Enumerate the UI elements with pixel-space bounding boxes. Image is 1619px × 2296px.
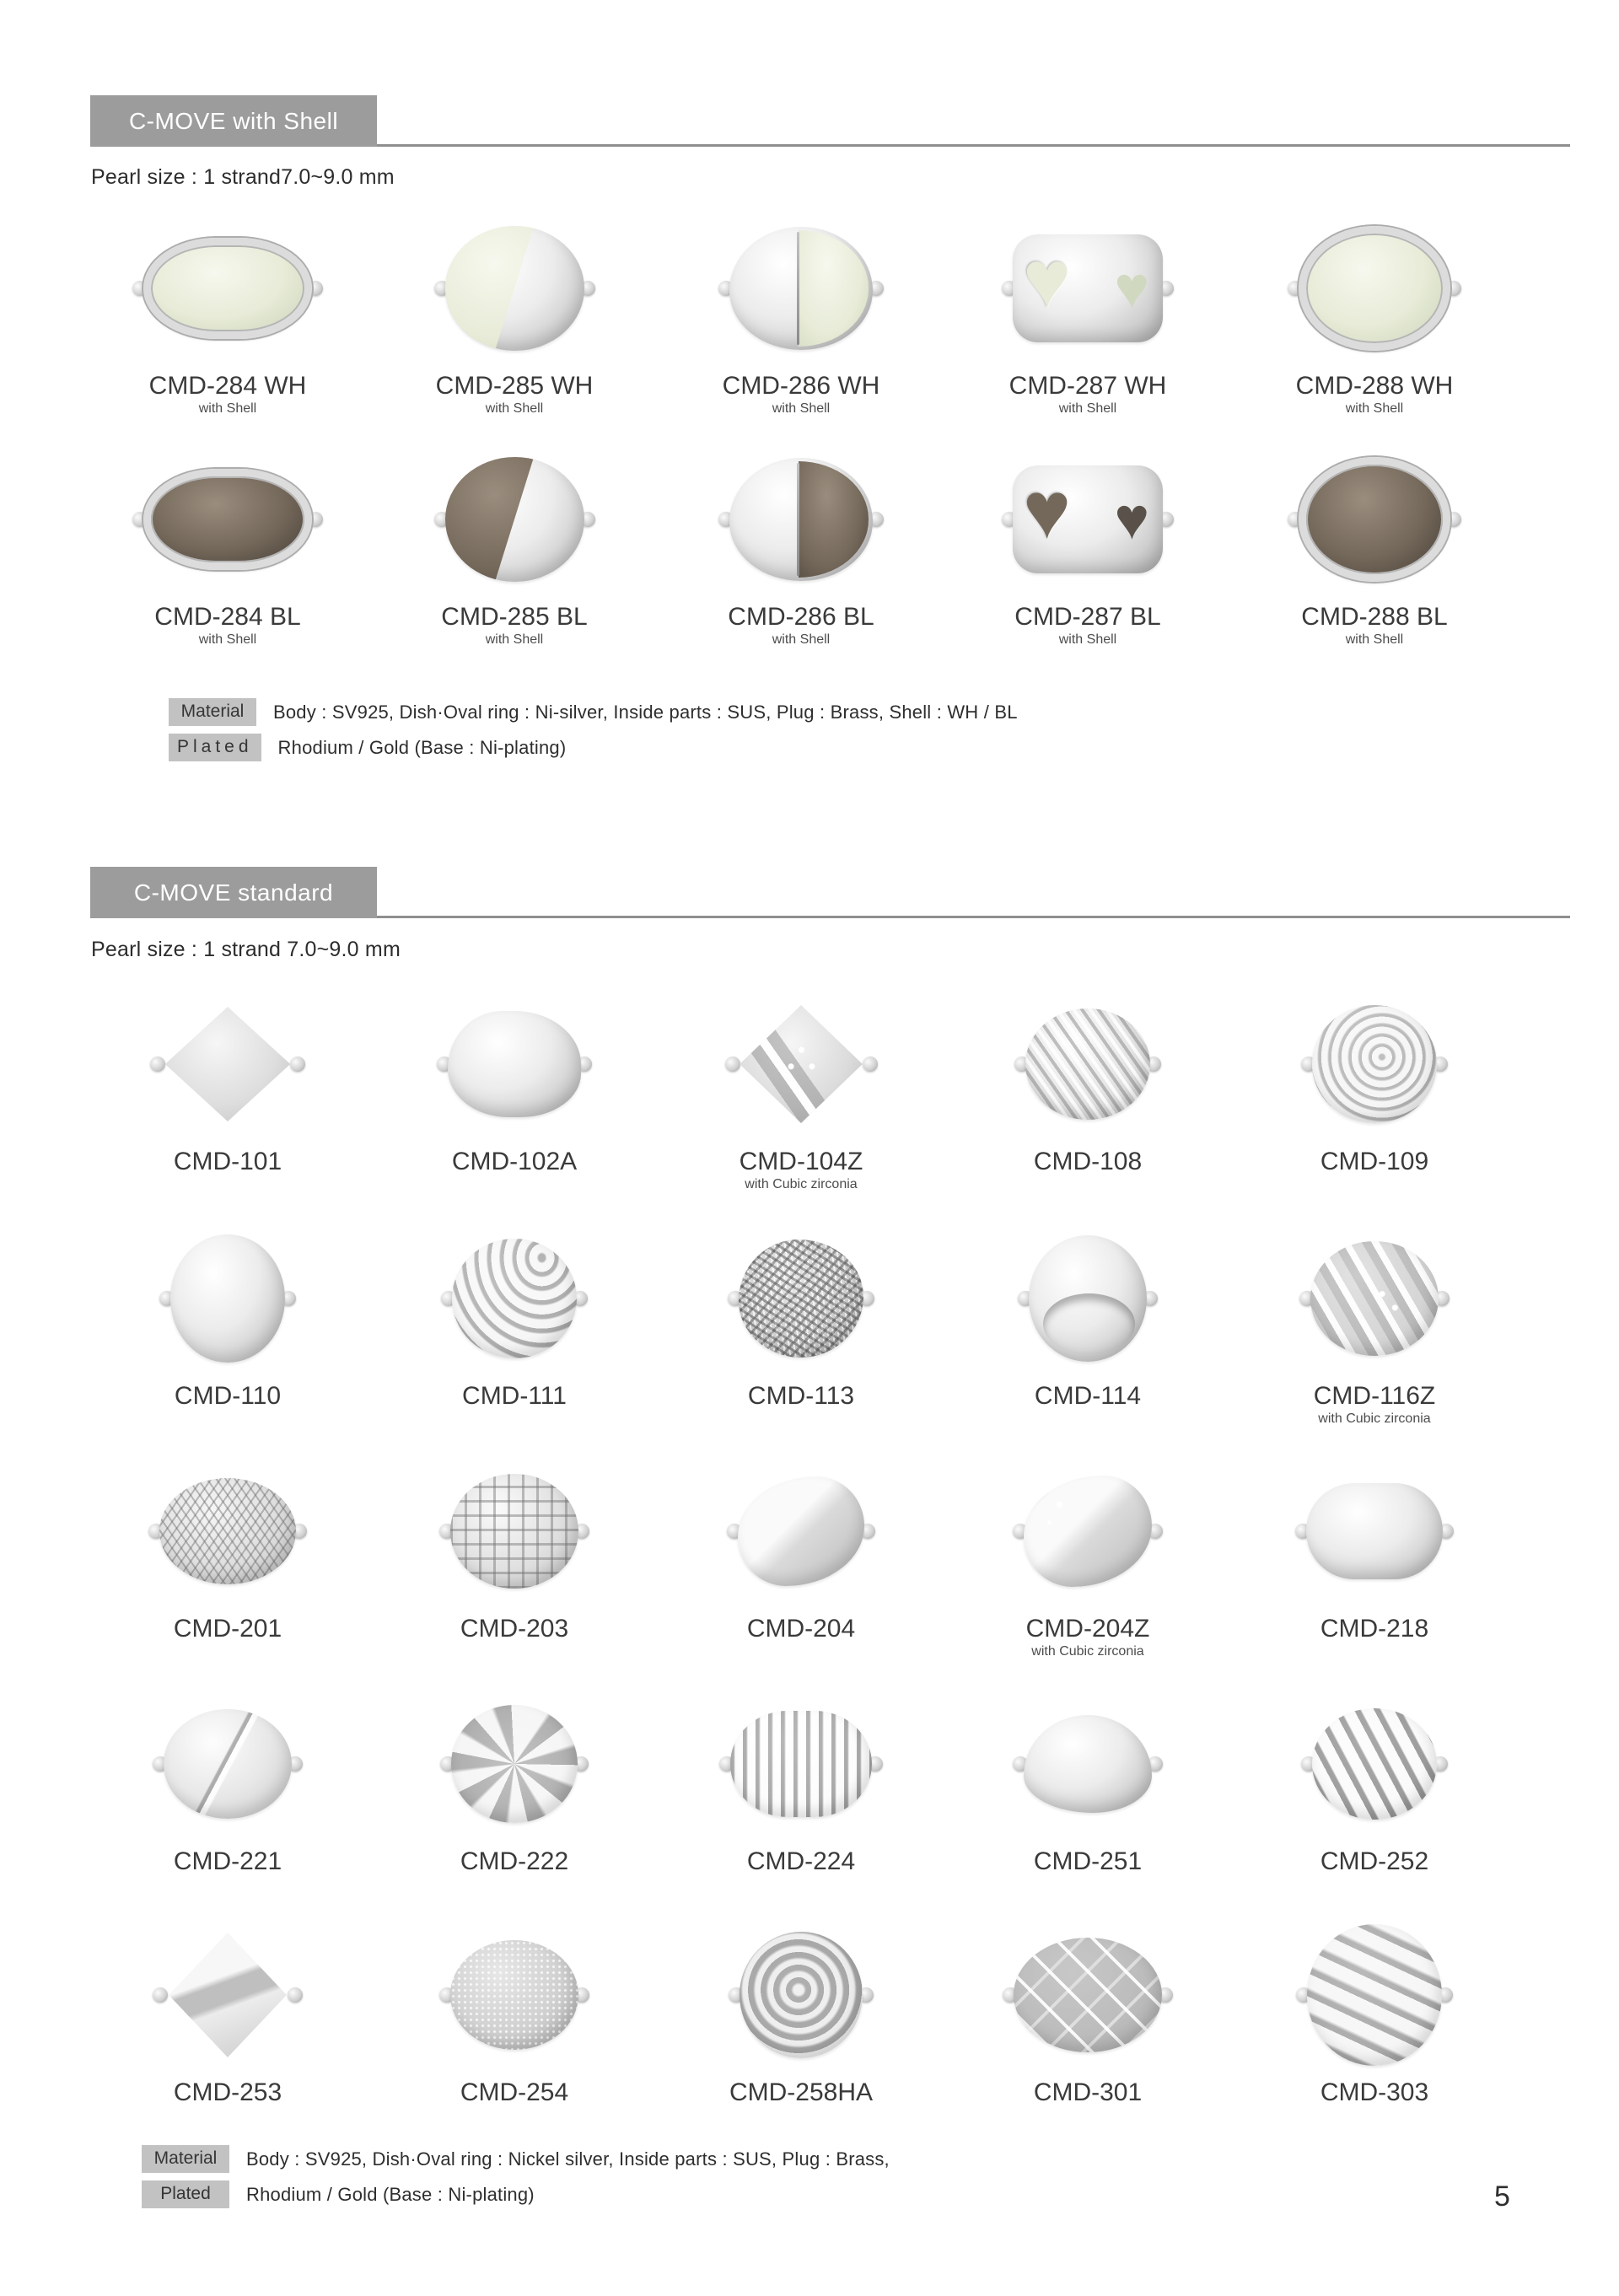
clasp-body-icon: [738, 1476, 864, 1586]
clasp-loop-icon: [290, 1057, 305, 1072]
product-card: [84, 1916, 371, 2125]
clasp-body-icon: [1299, 226, 1450, 351]
clasp-body-icon: [729, 458, 873, 581]
clasp-image-cmd253: [157, 1916, 299, 2074]
clasp-image-cmd201: [153, 1452, 303, 1610]
clasp-image-cmd284bl: [137, 440, 319, 599]
clasp-body-icon: [164, 1709, 292, 1819]
product-code: CMD-288 BL: [1301, 603, 1448, 631]
product-note: with Cubic zirconia: [1031, 1644, 1144, 1659]
clasp-body-icon: [143, 238, 312, 339]
material-note-shell: [169, 698, 1018, 769]
product-code: CMD-253: [173, 2078, 282, 2106]
clasp-image-cmd218: [1299, 1452, 1450, 1610]
product-card: [944, 1219, 1231, 1428]
clasp-body-icon: [1024, 1476, 1152, 1587]
clasp-image-cmd101: [154, 985, 301, 1143]
clasp-image-cmd108: [1019, 985, 1157, 1143]
section-header-shell: [90, 95, 1570, 147]
product-code: CMD-287 WH: [1009, 372, 1167, 400]
clasp-image-cmd303: [1300, 1916, 1449, 2074]
product-row-standard-3: [84, 1452, 1518, 1661]
product-row-shell-white: [84, 209, 1518, 418]
product-card: [1231, 1685, 1518, 1894]
clasp-image-cmd221: [157, 1685, 299, 1843]
product-note: with Shell: [1345, 401, 1404, 416]
clasp-image-cmd104z: [729, 985, 874, 1143]
product-note: with Shell: [485, 632, 544, 647]
product-code: CMD-285 BL: [441, 603, 588, 631]
product-card: [658, 1685, 944, 1894]
product-card: [1231, 440, 1518, 649]
clasp-body-icon: [451, 1705, 578, 1823]
product-code: CMD-286 WH: [722, 372, 880, 400]
clasp-body-icon: [740, 1932, 863, 2058]
product-card: [944, 1685, 1231, 1894]
plated-text: Rhodium / Gold (Base : Ni-plating): [246, 2184, 535, 2205]
clasp-image-cmd203: [444, 1452, 585, 1610]
product-code: CMD-104Z: [739, 1148, 863, 1175]
product-card: [1231, 1452, 1518, 1661]
product-row-standard-1: [84, 985, 1518, 1194]
clasp-body-icon: [170, 1234, 285, 1363]
product-note: with Shell: [772, 632, 831, 647]
plated-label-chip: Plated: [169, 734, 261, 761]
clasp-body-icon: [450, 1474, 578, 1589]
clasp-body-icon: [736, 1005, 867, 1123]
clasp-body-icon: [730, 1711, 872, 1817]
product-code: CMD-252: [1320, 1847, 1429, 1875]
clasp-body-icon: [1312, 1708, 1437, 1820]
product-note: with Cubic zirconia: [1318, 1411, 1431, 1426]
clasp-image-cmd224: [723, 1685, 879, 1843]
clasp-image-cmd301: [1007, 1916, 1169, 2074]
clasp-body-icon: [1306, 1483, 1443, 1579]
material-label-chip: Material: [169, 698, 256, 726]
clasp-loop-icon: [153, 1987, 168, 2003]
product-code: CMD-109: [1320, 1148, 1429, 1175]
product-code: CMD-204: [746, 1615, 856, 1643]
product-card: [944, 1452, 1231, 1661]
product-card: [658, 440, 944, 649]
clasp-image-cmd284wh: [137, 209, 319, 368]
clasp-body-icon: [1029, 1235, 1147, 1362]
clasp-image-cmd288wh: [1292, 209, 1457, 368]
section-title-standard: C-MOVE standard: [90, 867, 377, 918]
product-card: [371, 209, 658, 418]
product-card: [944, 985, 1231, 1194]
product-note: with Shell: [198, 632, 257, 647]
product-card: [944, 209, 1231, 418]
clasp-image-cmd288bl: [1292, 440, 1457, 599]
product-row-standard-4: [84, 1685, 1518, 1894]
product-code: CMD-303: [1320, 2078, 1429, 2106]
clasp-body-icon: [452, 1239, 577, 1358]
product-card: [371, 1452, 658, 1661]
clasp-image-cmd113: [732, 1219, 870, 1378]
product-card: [84, 1685, 371, 1894]
clasp-image-cmd109: [1305, 985, 1444, 1143]
clasp-image-cmd254: [444, 1916, 585, 2074]
product-code: CMD-222: [460, 1847, 569, 1875]
product-note: with Shell: [198, 401, 257, 416]
section-title-shell: C-MOVE with Shell: [90, 95, 377, 147]
clasp-body-icon: [450, 1940, 578, 2050]
product-card: [84, 1219, 371, 1428]
product-card: [371, 1685, 658, 1894]
product-code: CMD-203: [460, 1615, 569, 1643]
product-code: CMD-301: [1033, 2078, 1143, 2106]
clasp-body-icon: [729, 227, 873, 350]
product-code: CMD-221: [173, 1847, 282, 1875]
product-card: [1231, 1916, 1518, 2125]
product-card: [371, 1219, 658, 1428]
product-code: CMD-284 WH: [148, 372, 307, 400]
product-code: CMD-102A: [451, 1148, 578, 1175]
product-card: [658, 209, 944, 418]
product-card: [84, 209, 371, 418]
plated-label-chip: Plated: [142, 2180, 229, 2208]
product-code: CMD-251: [1033, 1847, 1143, 1875]
product-card: [371, 440, 658, 649]
clasp-body-icon: [1013, 234, 1163, 342]
clasp-image-cmd204z: [1017, 1452, 1159, 1610]
product-note: with Shell: [772, 401, 831, 416]
product-code: CMD-110: [174, 1382, 282, 1410]
product-note: with Cubic zirconia: [745, 1177, 858, 1191]
product-card: [371, 985, 658, 1194]
product-row-shell-black: [84, 440, 1518, 649]
clasp-image-cmd102a: [441, 985, 588, 1143]
product-code: CMD-101: [173, 1148, 282, 1175]
product-code: CMD-224: [746, 1847, 856, 1875]
clasp-loop-icon: [725, 1057, 740, 1072]
product-card: [84, 1452, 371, 1661]
product-code: CMD-108: [1033, 1148, 1143, 1175]
clasp-body-icon: [1307, 1924, 1442, 2066]
clasp-image-cmd111: [445, 1219, 584, 1378]
clasp-image-cmd285bl: [438, 440, 591, 599]
product-card: [371, 1916, 658, 2125]
material-text: Body : SV925, Dish·Oval ring : Nickel silver, Inside parts : SUS, Plug : Brass,: [246, 2148, 890, 2170]
section-header-standard: [90, 867, 1570, 918]
clasp-body-icon: [1299, 457, 1450, 582]
clasp-body-icon: [445, 457, 584, 582]
product-card: [84, 440, 371, 649]
clasp-image-cmd116z: [1304, 1219, 1445, 1378]
product-code: CMD-285 WH: [435, 372, 594, 400]
clasp-loop-icon: [150, 1057, 165, 1072]
plated-text: Rhodium / Gold (Base : Ni-plating): [277, 737, 567, 758]
clasp-image-cmd252: [1305, 1685, 1444, 1843]
product-card: [944, 440, 1231, 649]
clasp-image-cmd251: [1017, 1685, 1159, 1843]
product-code: CMD-204Z: [1025, 1615, 1150, 1643]
product-code: CMD-201: [173, 1615, 282, 1643]
product-card: [944, 1916, 1231, 2125]
product-code: CMD-286 BL: [728, 603, 874, 631]
product-note: with Shell: [1058, 632, 1117, 647]
product-note: with Shell: [485, 401, 544, 416]
clasp-loop-icon: [863, 1057, 878, 1072]
product-row-standard-2: [84, 1219, 1518, 1428]
product-code: CMD-288 WH: [1295, 372, 1454, 400]
clasp-body-icon: [1025, 1008, 1150, 1120]
material-label-chip: Material: [142, 2145, 229, 2173]
clasp-body-icon: [448, 1011, 581, 1117]
material-note-standard: [142, 2145, 890, 2216]
clasp-body-icon: [1014, 1938, 1162, 2052]
clasp-body-icon: [143, 469, 312, 570]
product-card: [1231, 209, 1518, 418]
clasp-image-cmd204: [731, 1452, 871, 1610]
product-card: [658, 1452, 944, 1661]
pearl-size-note-standard: Pearl size : 1 strand 7.0~9.0 mm: [91, 938, 401, 961]
clasp-image-cmd114: [1022, 1219, 1154, 1378]
product-card: [1231, 985, 1518, 1194]
product-code: CMD-254: [460, 2078, 569, 2106]
clasp-body-icon: [739, 1239, 863, 1358]
product-card: [1231, 1219, 1518, 1428]
product-row-standard-5: [84, 1916, 1518, 2125]
product-card: [658, 1219, 944, 1428]
product-code: CMD-218: [1320, 1615, 1429, 1643]
pearl-size-note-shell: Pearl size : 1 strand7.0~9.0 mm: [91, 165, 395, 189]
product-card: [658, 1916, 944, 2125]
product-code: CMD-116Z: [1313, 1382, 1436, 1410]
clasp-body-icon: [161, 1007, 294, 1121]
product-code: CMD-287 BL: [1014, 603, 1161, 631]
clasp-image-cmd286bl: [723, 440, 879, 599]
clasp-body-icon: [159, 1478, 296, 1584]
clasp-body-icon: [1310, 1241, 1439, 1356]
clasp-body-icon: [445, 226, 584, 351]
clasp-image-cmd287wh: [1006, 209, 1170, 368]
clasp-image-cmd285wh: [438, 209, 591, 368]
product-code: CMD-114: [1034, 1382, 1142, 1410]
product-code: CMD-258HA: [729, 2078, 874, 2106]
clasp-image-cmd110: [164, 1219, 292, 1378]
clasp-image-cmd258ha: [733, 1916, 869, 2074]
clasp-image-cmd222: [444, 1685, 584, 1843]
clasp-loop-icon: [288, 1987, 303, 2003]
clasp-body-icon: [1013, 465, 1163, 573]
page-number: 5: [1494, 2180, 1510, 2213]
clasp-image-cmd286wh: [723, 209, 879, 368]
product-code: CMD-284 BL: [154, 603, 301, 631]
product-code: CMD-113: [747, 1382, 855, 1410]
product-note: with Shell: [1345, 632, 1404, 647]
product-card: [84, 985, 371, 1194]
clasp-body-icon: [164, 1933, 292, 2057]
product-card: [658, 985, 944, 1194]
clasp-image-cmd287bl: [1006, 440, 1170, 599]
clasp-body-icon: [1312, 1005, 1437, 1123]
product-code: CMD-111: [462, 1382, 567, 1410]
product-note: with Shell: [1058, 401, 1117, 416]
clasp-body-icon: [1024, 1715, 1152, 1813]
material-text: Body : SV925, Dish·Oval ring : Ni-silver, Inside parts : SUS, Plug : Brass, Shell : WH / BL: [273, 702, 1018, 723]
